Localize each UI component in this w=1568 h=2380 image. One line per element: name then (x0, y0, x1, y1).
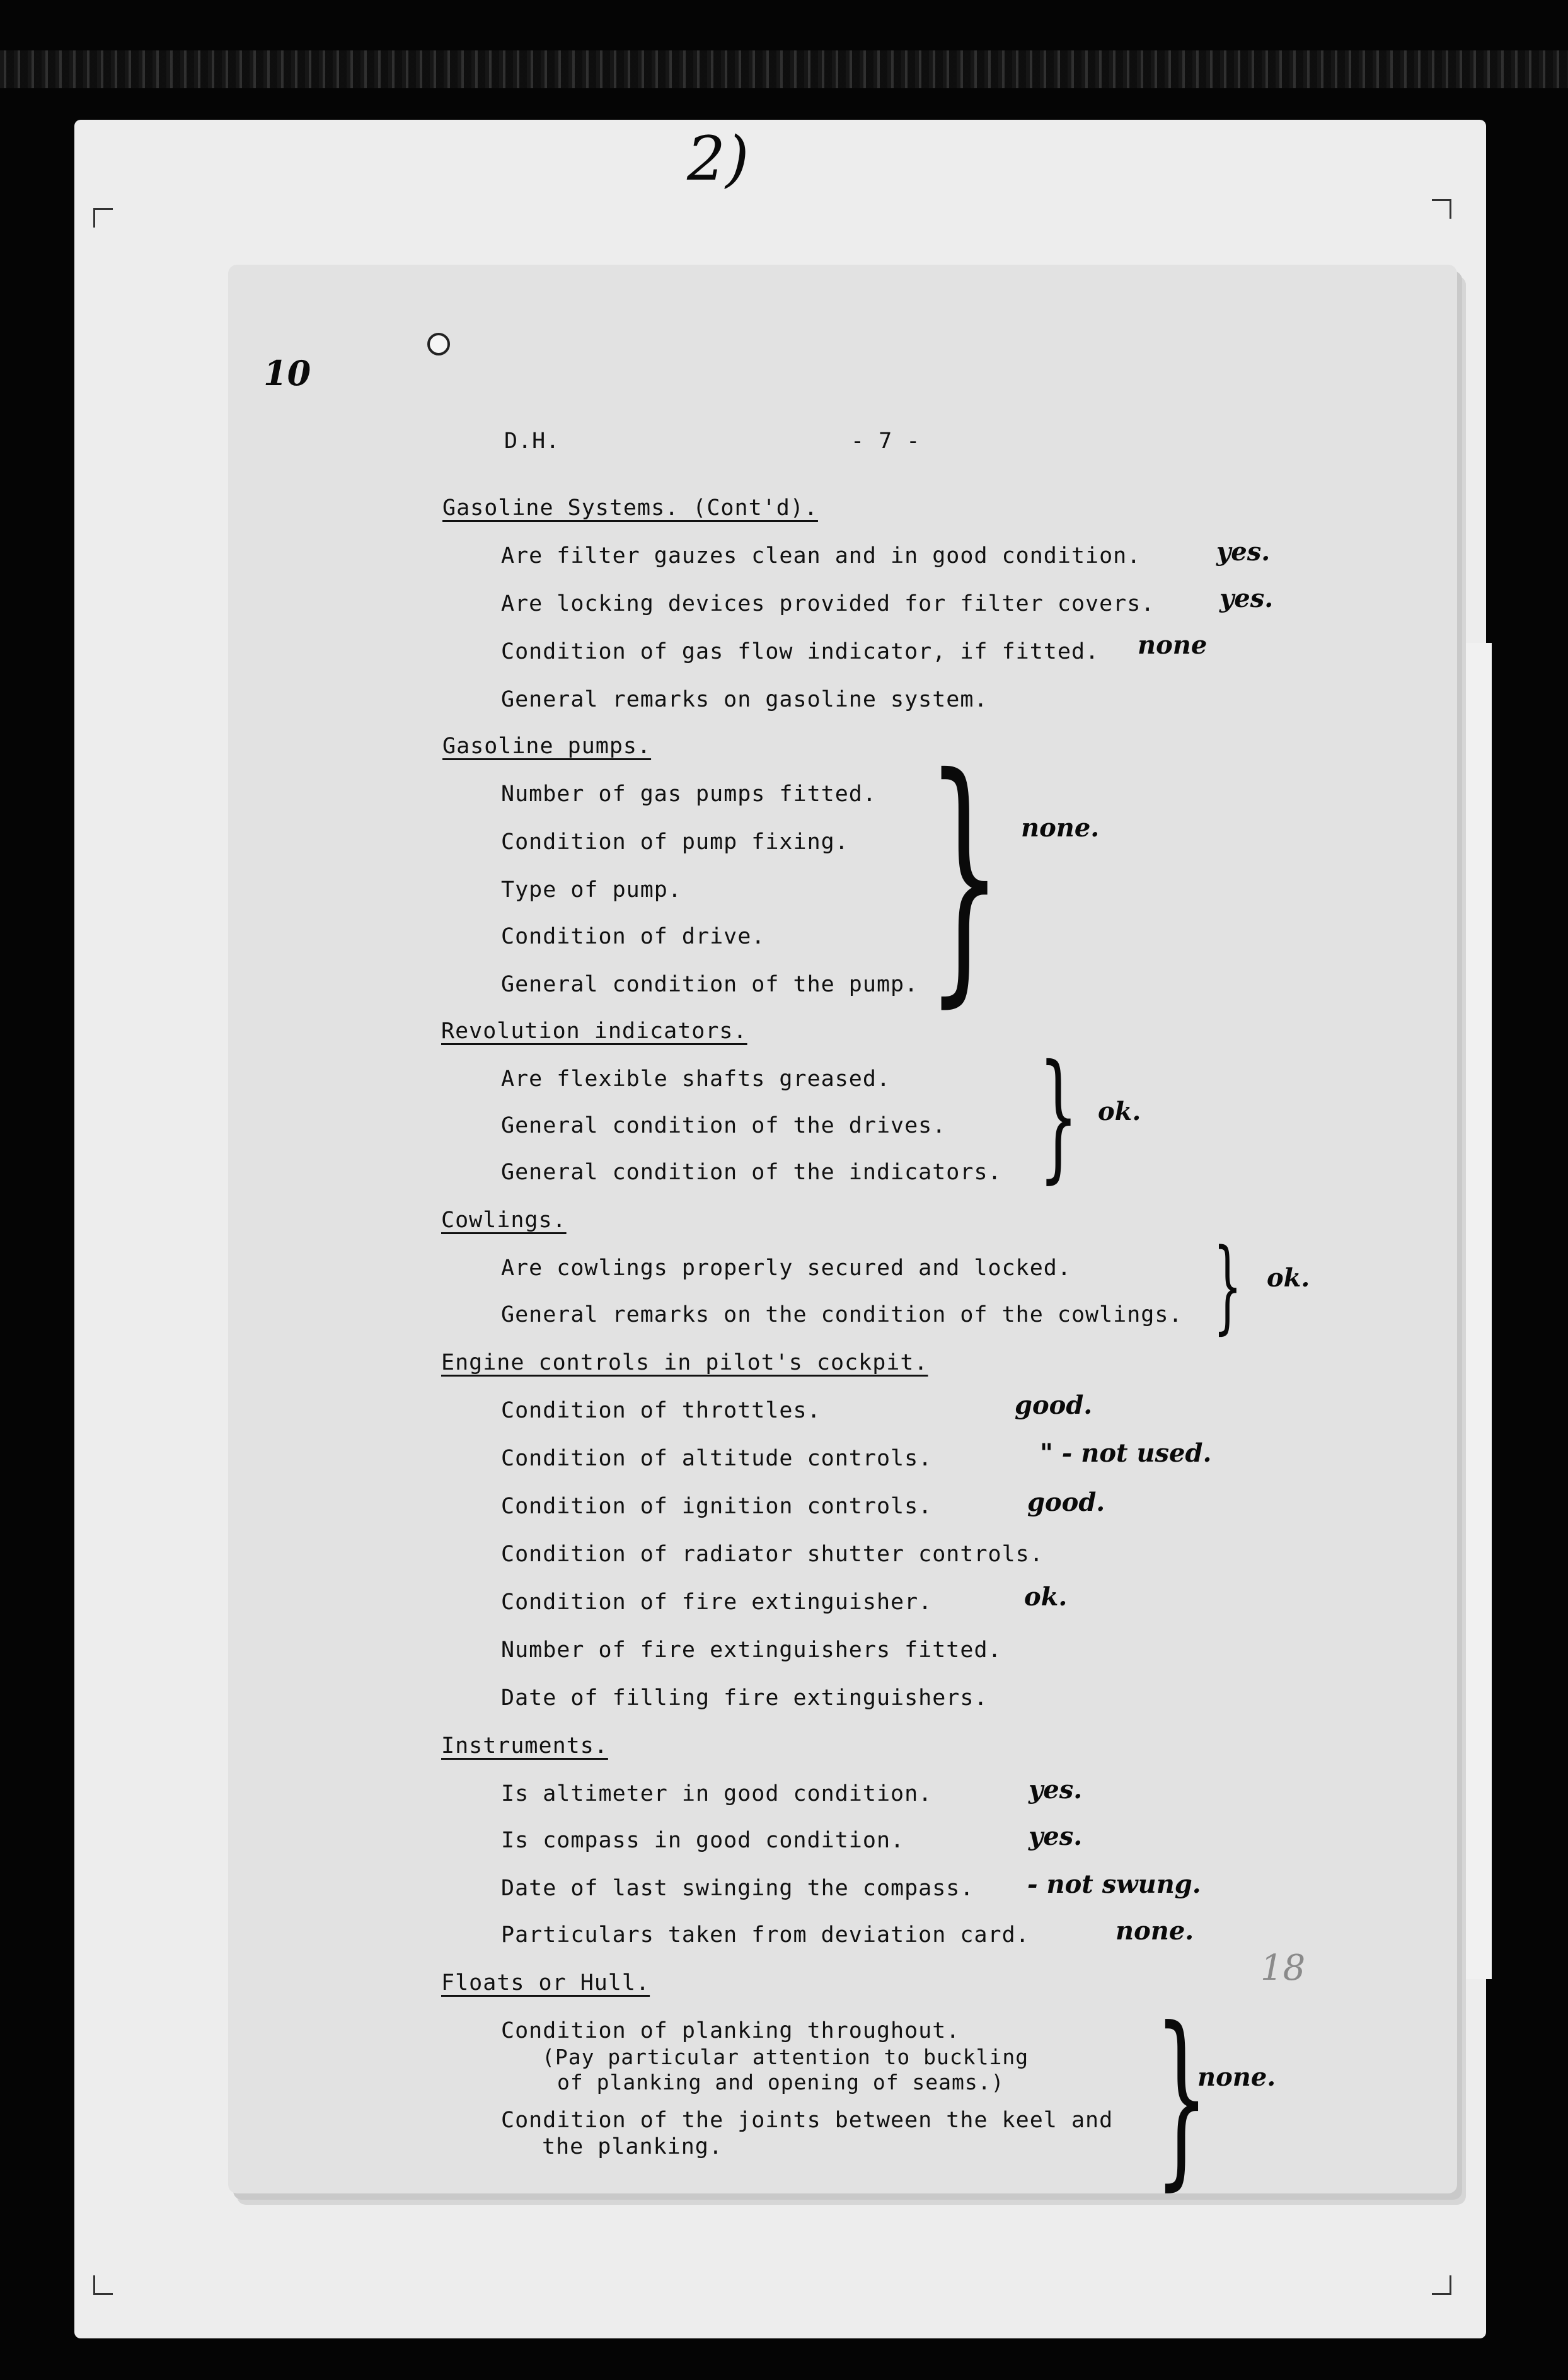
right-brace: } (926, 722, 1003, 1030)
handwritten-answer: yes. (1029, 1775, 1083, 1805)
checklist-item: Are flexible shafts greased. (501, 1066, 891, 1092)
checklist-item: Condition of planking throughout. (501, 2018, 960, 2043)
handwritten-answer: none. (1115, 1916, 1194, 1946)
checklist-item: Condition of fire extinguisher. (501, 1590, 933, 1615)
checklist-item: Are cowlings properly secured and locked. (501, 1256, 1071, 1281)
handwritten-answer: yes. (1029, 1822, 1083, 1851)
film-edge (0, 50, 1568, 88)
page-number: - 7 - (851, 429, 921, 454)
checklist-item: Are filter gauzes clean and in good condition. (501, 543, 1141, 569)
handwritten-answer: ok. (1267, 1263, 1310, 1293)
checklist-item: Condition of drive. (501, 924, 766, 949)
checklist-item: Type of pump. (501, 877, 682, 903)
checklist-item-note: (Pay particular attention to buckling (542, 2045, 1029, 2069)
checklist-item: Date of last swinging the compass. (501, 1876, 974, 1901)
section-heading: Floats or Hull. (441, 1970, 650, 1996)
section-heading: Engine controls in pilot's cockpit. (441, 1350, 928, 1375)
checklist-item: Condition of ignition controls. (501, 1494, 933, 1519)
top-handwritten-note: 2) (687, 124, 749, 194)
corner-mark: 10 (263, 353, 311, 393)
handwritten-answer: - not swung. (1027, 1869, 1201, 1899)
handwritten-answer: none (1138, 630, 1208, 660)
checklist-item-note: of planking and opening of seams.) (557, 2070, 1005, 2094)
margin-pencil-note: 18 (1260, 1948, 1306, 1989)
checklist-item: Is compass in good condition. (501, 1828, 905, 1853)
handwritten-answer: none. (1021, 813, 1100, 843)
handwritten-answer: good. (1027, 1488, 1105, 1517)
checklist-item: Is altimeter in good condition. (501, 1781, 933, 1806)
crop-mark-bottom-right (1432, 2275, 1451, 2295)
section-heading: Gasoline Systems. (Cont'd). (442, 495, 818, 521)
crop-mark-bottom-left (93, 2275, 113, 2295)
crop-mark-top-left (93, 208, 113, 228)
checklist-item: Condition of radiator shutter controls. (501, 1542, 1044, 1567)
section-heading: Instruments. (441, 1733, 608, 1759)
handwritten-answer: yes. (1216, 537, 1271, 567)
section-heading: Cowlings. (441, 1208, 567, 1233)
checklist-item: Condition of altitude controls. (501, 1446, 933, 1471)
checklist-item: General remarks on gasoline system. (501, 687, 988, 712)
checklist-item: Condition of throttles. (501, 1398, 821, 1423)
handwritten-answer: yes. (1219, 584, 1274, 613)
right-brace: } (1039, 1035, 1078, 1196)
punch-hole (416, 321, 466, 372)
checklist-item: Are locking devices provided for filter covers. (501, 591, 1155, 616)
right-brace: } (1213, 1227, 1242, 1344)
handwritten-answer: ok. (1098, 1097, 1141, 1126)
handwritten-answer: ok. (1024, 1582, 1068, 1612)
checklist-item: General remarks on the condition of the cowlings. (501, 1302, 1183, 1327)
handwritten-answer: good. (1015, 1390, 1093, 1420)
checklist-item: Number of gas pumps fitted. (501, 782, 877, 807)
checklist-item: Condition of gas flow indicator, if fitted. (501, 639, 1100, 664)
handwritten-answer: none. (1197, 2062, 1276, 2092)
checklist-item: the planking. (542, 2134, 723, 2159)
checklist-item: Particulars taken from deviation card. (501, 1922, 1030, 1948)
checklist-item: Number of fire extinguishers fitted. (501, 1638, 1002, 1663)
checklist-item: Date of filling fire extinguishers. (501, 1685, 988, 1711)
crop-mark-top-right (1432, 199, 1451, 219)
side-strip (1459, 643, 1492, 1979)
document-header-left: D.H. (504, 429, 560, 454)
checklist-item: Condition of pump fixing. (501, 829, 849, 855)
checklist-item: General condition of the indicators. (501, 1160, 1002, 1185)
section-heading: Gasoline pumps. (442, 734, 652, 759)
checklist-item: Condition of the joints between the keel and (501, 2108, 1114, 2133)
handwritten-answer: " - not used. (1040, 1438, 1212, 1468)
checklist-item: General condition of the drives. (501, 1113, 947, 1138)
right-brace: } (1155, 1987, 1209, 2207)
section-heading: Revolution indicators. (441, 1019, 747, 1044)
checklist-item: General condition of the pump. (501, 972, 919, 997)
